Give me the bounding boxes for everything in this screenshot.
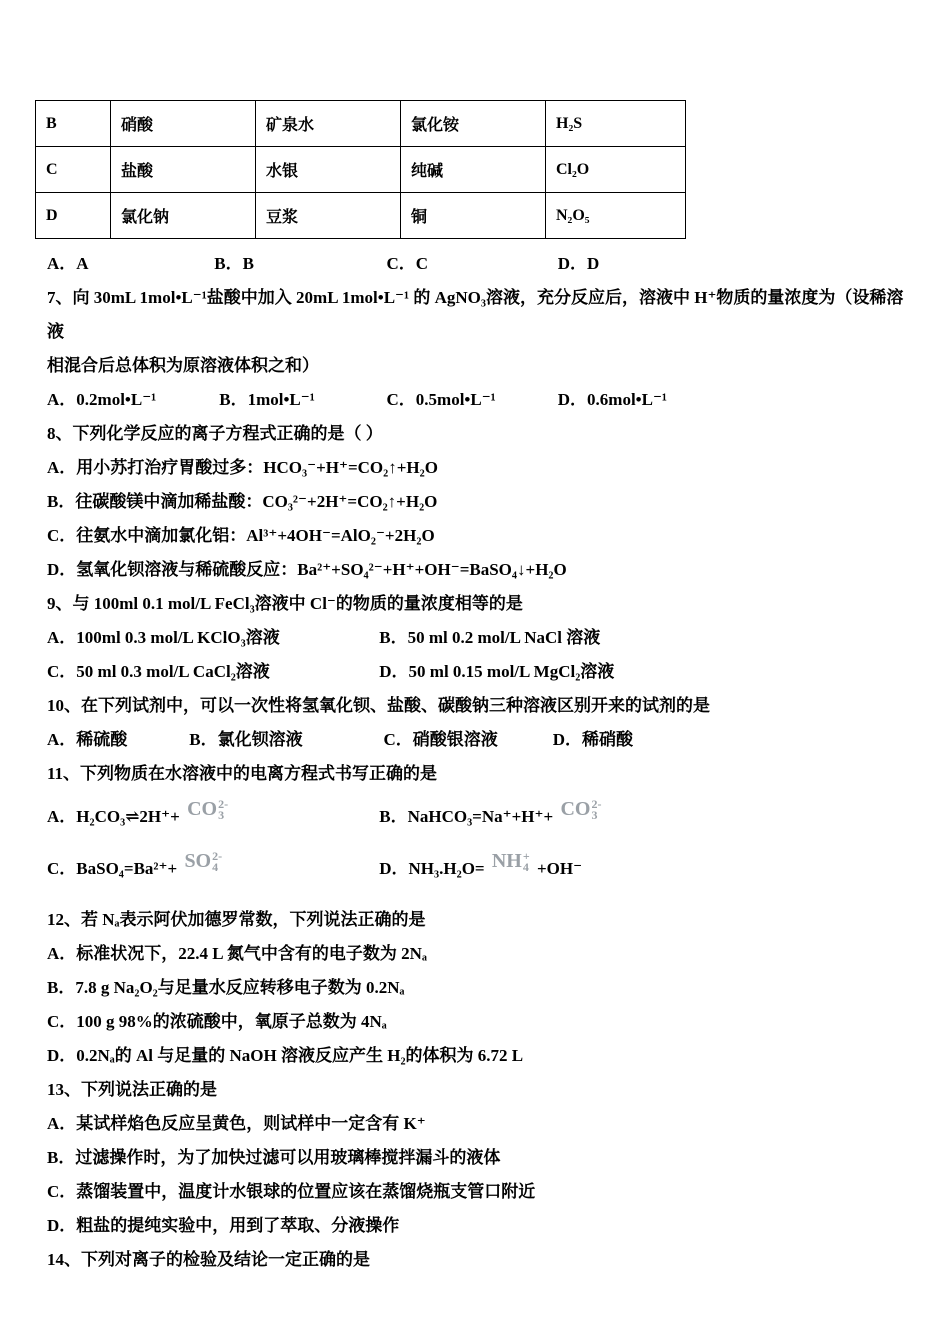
answer-option-a: A．A xyxy=(47,254,89,273)
sulfate-ion-formula: SO 2- 4 xyxy=(184,849,223,874)
q7-stem-line2: 相混合后总体积为原溶液体积之和） xyxy=(47,356,319,375)
q10-option-b: B．氯化钡溶液 xyxy=(189,730,303,749)
q9-option-c: C．50 ml 0.3 mol/L CaCl₂溶液 xyxy=(47,662,270,681)
q11-option-b-text: B．NaHCO₃=Na⁺+H⁺+ xyxy=(379,807,554,826)
q8-option-d: D．氢氧化钡溶液与稀硫酸反应：Ba²⁺+SO₄²⁻+H⁺+OH⁻=BaSO₄↓+H₂O xyxy=(47,560,567,579)
q13-option-a: A．某试样焰色反应呈黄色，则试样中一定含有 K⁺ xyxy=(47,1114,426,1133)
q11-option-a-text: A．H₂CO₃⇌2H⁺+ xyxy=(47,807,180,826)
q11-option-b xyxy=(379,791,604,843)
table-cell: 氯化钠 xyxy=(111,193,256,239)
table-row-d xyxy=(36,193,686,239)
table-row-c xyxy=(36,147,686,193)
table-cell: B xyxy=(36,101,111,147)
q9-option-a: A．100ml 0.3 mol/L KClO₃溶液 xyxy=(47,628,280,647)
carbonate-ion-formula: CO 2- 3 xyxy=(560,797,602,822)
answer-option-d: D．D xyxy=(557,254,600,273)
table-cell: N₂O₅ xyxy=(546,193,686,239)
q11-options-row1 xyxy=(47,791,910,843)
q10-stem: 10、在下列试剂中，可以一次性将氢氧化钡、盐酸、碳酸钠三种溶液区别开来的试剂的是 xyxy=(47,696,710,715)
q13-option-b: B．过滤操作时，为了加快过滤可以用玻璃棒搅拌漏斗的液体 xyxy=(47,1148,501,1167)
q9-option-b: B．50 ml 0.2 mol/L NaCl 溶液 xyxy=(379,628,601,647)
q12-option-b: B．7.8 g Na₂O₂与足量水反应转移电子数为 0.2Nₐ xyxy=(47,978,405,997)
q8-option-a: A．用小苏打治疗胃酸过多：HCO₃⁻+H⁺=CO₂↑+H₂O xyxy=(47,458,438,477)
q10-option-c: C．硝酸银溶液 xyxy=(383,730,498,749)
q7-option-b: B．1mol•L⁻¹ xyxy=(219,390,315,409)
table-cell: 豆浆 xyxy=(256,193,401,239)
table-cell: 盐酸 xyxy=(111,147,256,193)
table-cell: 水银 xyxy=(256,147,401,193)
table-cell: H₂S xyxy=(546,101,686,147)
answer-options-row xyxy=(47,247,910,281)
table-cell: 矿泉水 xyxy=(256,101,401,147)
table-cell: Cl₂O xyxy=(546,147,686,193)
q10-option-a: A．稀硫酸 xyxy=(47,730,128,749)
q11-option-d-text: D．NH₃.H₂O= xyxy=(379,859,485,878)
table-cell: 铜 xyxy=(401,193,546,239)
q11-options-row2 xyxy=(47,843,910,895)
q12-option-c: C．100 g 98%的浓硫酸中，氧原子总数为 4Nₐ xyxy=(47,1012,387,1031)
table-cell: C xyxy=(36,147,111,193)
answer-option-b: B．B xyxy=(214,254,254,273)
q8-option-b: B．往碳酸镁中滴加稀盐酸：CO₃²⁻+2H⁺=CO₂↑+H₂O xyxy=(47,492,438,511)
q12-option-a: A．标准状况下，22.4 L 氮气中含有的电子数为 2Nₐ xyxy=(47,944,427,963)
q10-options-row xyxy=(47,723,910,757)
q11-option-a xyxy=(47,791,375,843)
table-cell: D xyxy=(36,193,111,239)
q10-option-d: D．稀硝酸 xyxy=(552,730,634,749)
q11-option-d xyxy=(379,843,582,895)
q12-stem: 12、若 Nₐ表示阿伏加德罗常数，下列说法正确的是 xyxy=(47,910,426,929)
answer-option-c: C．C xyxy=(386,254,429,273)
table-cell: 氯化铵 xyxy=(401,101,546,147)
table-cell: 硝酸 xyxy=(111,101,256,147)
q14-stem: 14、下列对离子的检验及结论一定正确的是 xyxy=(47,1250,370,1269)
table-cell: 纯碱 xyxy=(401,147,546,193)
carbonate-ion-formula: CO 2- 3 xyxy=(187,797,229,822)
q8-option-c: C．往氨水中滴加氯化铝：Al³⁺+4OH⁻=AlO₂⁻+2H₂O xyxy=(47,526,435,545)
q9-options-row2 xyxy=(47,655,910,689)
q7-options-row xyxy=(47,383,910,417)
table-row-b xyxy=(36,101,686,147)
q7-stem-line1: 7、向 30mL 1mol•L⁻¹盐酸中加入 20mL 1mol•L⁻¹ 的 AgNO₃溶液，充分反应后，溶液中 H⁺物质的量浓度为（设稀溶液 xyxy=(47,288,904,341)
q11-option-d-suffix: +OH⁻ xyxy=(536,859,583,878)
q9-options-row1 xyxy=(47,621,910,655)
q7-option-a: A．0.2mol•L⁻¹ xyxy=(47,390,157,409)
q7-option-d: D．0.6mol•L⁻¹ xyxy=(557,390,668,409)
ammonium-ion-formula: NH + 4 xyxy=(491,849,530,874)
q13-option-d: D．粗盐的提纯实验中，用到了萃取、分液操作 xyxy=(47,1216,400,1235)
q11-stem: 11、下列物质在水溶液中的电离方程式书写正确的是 xyxy=(47,764,438,783)
q11-option-c xyxy=(47,843,375,895)
q9-option-d: D．50 ml 0.15 mol/L MgCl₂溶液 xyxy=(379,662,615,681)
q8-stem: 8、下列化学反应的离子方程式正确的是（ ） xyxy=(47,424,383,443)
q7-option-c: C．0.5mol•L⁻¹ xyxy=(386,390,496,409)
q9-stem: 9、与 100ml 0.1 mol/L FeCl₃溶液中 Cl⁻的物质的量浓度相等的是 xyxy=(47,594,523,613)
substances-table xyxy=(35,100,686,239)
q11-option-c-text: C．BaSO₄=Ba²⁺+ xyxy=(47,859,178,878)
q13-stem: 13、下列说法正确的是 xyxy=(47,1080,217,1099)
q12-option-d: D．0.2Nₐ的 Al 与足量的 NaOH 溶液反应产生 H₂的体积为 6.72 L xyxy=(47,1046,524,1065)
q13-option-c: C．蒸馏装置中，温度计水银球的位置应该在蒸馏烧瓶支管口附近 xyxy=(47,1182,536,1201)
